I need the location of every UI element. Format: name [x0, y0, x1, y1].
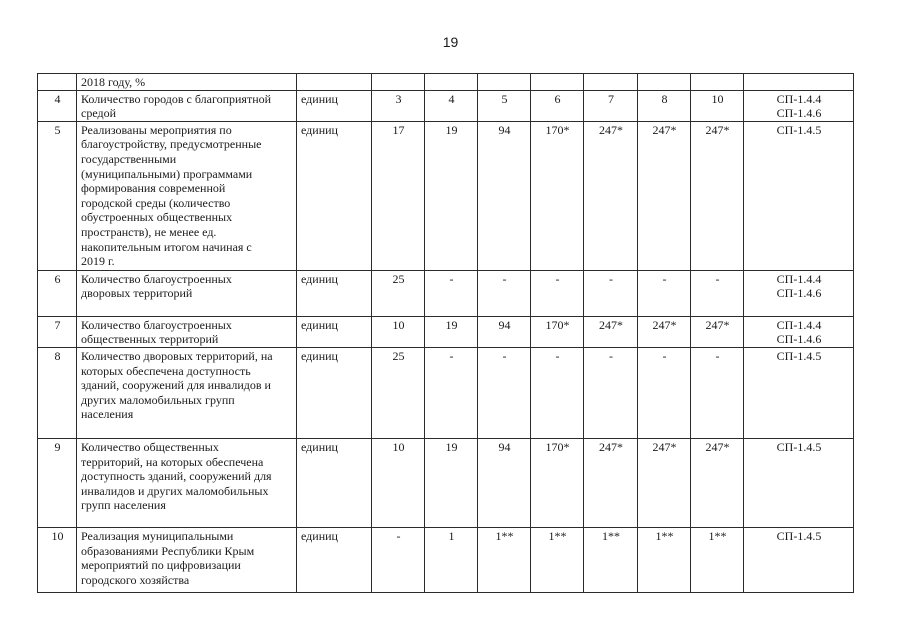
indicator-name-cell [77, 121, 297, 270]
table-row [38, 347, 854, 438]
table-row [38, 74, 854, 91]
value-cell [638, 74, 691, 91]
indicator-name-line: Количество городов с благоприятной [81, 91, 272, 106]
reference-cell [744, 74, 854, 91]
value-cell: 247* [691, 121, 744, 270]
unit-cell: единиц [297, 347, 372, 438]
indicator-name-line: общественных территорий [81, 332, 219, 347]
value-cell: - [691, 347, 744, 438]
indicator-name-line: Реализованы мероприятия по [81, 122, 232, 137]
value-cell: - [425, 270, 478, 316]
table-row [38, 316, 854, 347]
indicator-name-cell [77, 527, 297, 592]
indicator-name-line: формирования современной [81, 181, 226, 196]
row-number-cell: 9 [38, 438, 77, 527]
unit-cell: единиц [297, 270, 372, 316]
value-cell: 25 [372, 347, 425, 438]
reference-code: СП-1.4.4 [776, 317, 822, 332]
indicator-name-line: Количество благоустроенных [81, 271, 232, 286]
value-cell: 170* [531, 316, 584, 347]
row-number-cell: 10 [38, 527, 77, 592]
indicator-name-line: доступность зданий, сооружений для [81, 469, 272, 484]
value-cell: 19 [425, 316, 478, 347]
reference-code: СП-1.4.5 [776, 439, 822, 454]
value-cell: 247* [638, 121, 691, 270]
value-cell: 247* [638, 316, 691, 347]
indicator-name-line: Количество общественных [81, 439, 219, 454]
indicator-name-line: дворовых территорий [81, 286, 193, 301]
unit-cell: единиц [297, 438, 372, 527]
reference-cell [744, 347, 854, 438]
row-number-cell: 8 [38, 347, 77, 438]
value-cell: - [584, 347, 638, 438]
value-cell: 3 [372, 90, 425, 121]
indicators-table [37, 73, 854, 593]
indicator-name-line: других маломобильных групп [81, 392, 235, 407]
value-cell: 17 [372, 121, 425, 270]
table-row [38, 90, 854, 121]
value-cell: 10 [372, 438, 425, 527]
row-number-cell: 5 [38, 121, 77, 270]
value-cell: 19 [425, 438, 478, 527]
value-cell: - [638, 270, 691, 316]
value-cell: - [691, 270, 744, 316]
reference-code: СП-1.4.5 [776, 122, 822, 137]
unit-cell: единиц [297, 90, 372, 121]
indicator-name-line: накопительным итогом начиная с [81, 239, 252, 254]
value-cell [425, 74, 478, 91]
value-cell: 5 [478, 90, 531, 121]
reference-cell [744, 316, 854, 347]
indicator-name-line: образованиями Республики Крым [81, 543, 255, 558]
reference-cell [744, 270, 854, 316]
value-cell: 247* [638, 438, 691, 527]
indicator-name-line: Количество дворовых территорий, на [81, 348, 273, 363]
row-number-cell: 7 [38, 316, 77, 347]
value-cell: 247* [691, 316, 744, 347]
indicator-name-cell [77, 74, 297, 91]
value-cell: - [478, 347, 531, 438]
page-number: 19 [442, 34, 459, 50]
value-cell: 4 [425, 90, 478, 121]
value-cell: 94 [478, 438, 531, 527]
table-row [38, 270, 854, 316]
indicator-name-line: населения [81, 407, 134, 422]
row-number-cell: 6 [38, 270, 77, 316]
value-cell: 247* [691, 438, 744, 527]
indicator-name-line: (муниципальными) программами [81, 166, 253, 181]
indicator-name-cell [77, 90, 297, 121]
reference-code: СП-1.4.5 [776, 528, 822, 543]
indicator-name-line: территорий, на которых обеспечена [81, 454, 264, 469]
indicator-name-line: групп населения [81, 498, 166, 513]
indicator-name-line: пространств), не менее ед. [81, 224, 217, 239]
indicator-name-line: государственными [81, 151, 177, 166]
unit-cell: единиц [297, 316, 372, 347]
value-cell: 1** [478, 527, 531, 592]
indicator-name-line: Реализация муниципальными [81, 528, 234, 543]
table-row [38, 121, 854, 270]
value-cell [478, 74, 531, 91]
value-cell [531, 74, 584, 91]
value-cell: - [478, 270, 531, 316]
row-number-cell: 4 [38, 90, 77, 121]
value-cell: 170* [531, 438, 584, 527]
value-cell: - [372, 527, 425, 592]
unit-cell: единиц [297, 121, 372, 270]
reference-code: СП-1.4.6 [776, 286, 822, 301]
indicator-name-line: которых обеспечена доступность [81, 363, 251, 378]
indicator-name-cell [77, 270, 297, 316]
value-cell: 247* [584, 438, 638, 527]
reference-cell [744, 90, 854, 121]
indicator-name-line: благоустройству, предусмотренные [81, 137, 262, 152]
indicator-name-line: обустроенных общественных [81, 210, 233, 225]
value-cell: 19 [425, 121, 478, 270]
value-cell: 247* [584, 316, 638, 347]
value-cell: 8 [638, 90, 691, 121]
value-cell: - [638, 347, 691, 438]
reference-code: СП-1.4.6 [776, 332, 822, 347]
reference-code: СП-1.4.6 [776, 106, 822, 121]
reference-code: СП-1.4.4 [776, 91, 822, 106]
reference-cell [744, 121, 854, 270]
value-cell: 1** [691, 527, 744, 592]
indicator-name-line: Количество благоустроенных [81, 317, 232, 332]
row-number-cell [38, 74, 77, 91]
indicator-name-cell [77, 347, 297, 438]
table-row [38, 527, 854, 592]
value-cell: 7 [584, 90, 638, 121]
value-cell: - [584, 270, 638, 316]
unit-cell [297, 74, 372, 91]
value-cell [372, 74, 425, 91]
indicator-name-line: мероприятий по цифровизации [81, 558, 241, 573]
table-row [38, 438, 854, 527]
value-cell: 1** [638, 527, 691, 592]
value-cell: 6 [531, 90, 584, 121]
value-cell: - [531, 347, 584, 438]
indicator-name-line: городской среды (количество [81, 195, 231, 210]
indicator-name-line: средой [81, 106, 117, 121]
value-cell [691, 74, 744, 91]
indicator-name-line: инвалидов и других маломобильных [81, 483, 269, 498]
value-cell: 94 [478, 121, 531, 270]
indicator-name-cell [77, 438, 297, 527]
value-cell: 94 [478, 316, 531, 347]
value-cell: 10 [691, 90, 744, 121]
value-cell: 1** [584, 527, 638, 592]
reference-cell [744, 438, 854, 527]
value-cell: - [531, 270, 584, 316]
value-cell: 247* [584, 121, 638, 270]
reference-cell [744, 527, 854, 592]
unit-cell: единиц [297, 527, 372, 592]
indicator-name-line: 2019 г. [81, 254, 115, 269]
value-cell: 1 [425, 527, 478, 592]
indicator-name-cell [77, 316, 297, 347]
value-cell [584, 74, 638, 91]
value-cell: 10 [372, 316, 425, 347]
indicator-name-line: 2018 году, % [81, 75, 146, 89]
indicator-name-line: городского хозяйства [81, 572, 190, 587]
value-cell: 170* [531, 121, 584, 270]
reference-code: СП-1.4.4 [776, 271, 822, 286]
reference-code: СП-1.4.5 [776, 348, 822, 363]
value-cell: - [425, 347, 478, 438]
indicator-name-line: зданий, сооружений для инвалидов и [81, 378, 271, 393]
value-cell: 1** [531, 527, 584, 592]
value-cell: 25 [372, 270, 425, 316]
